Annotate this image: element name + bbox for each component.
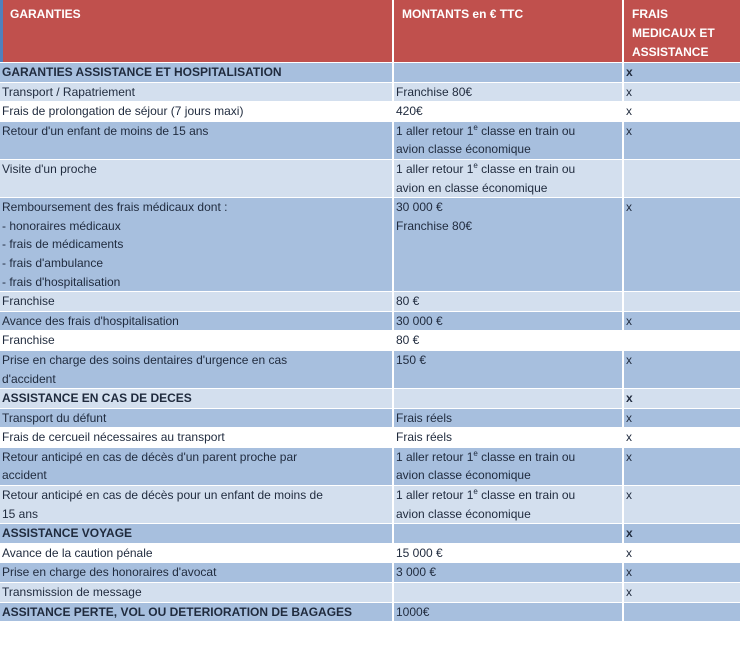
coverage-mark-cell: x: [623, 447, 741, 485]
coverage-mark-cell: x: [623, 350, 741, 388]
table-row: [0, 408, 741, 428]
guarantee-label-cell: [0, 408, 393, 428]
amount-cell: [393, 82, 623, 102]
table-row: [0, 102, 741, 122]
amount-text: classe en train ou: [477, 161, 576, 176]
amount-line: Franchise 80€: [396, 218, 473, 233]
amount-text: 1 aller retour 1: [396, 123, 474, 138]
amount-cell: [393, 486, 623, 524]
guarantee-label-line: Remboursement des frais médicaux dont :: [2, 200, 228, 215]
guarantee-label-cell: [0, 350, 393, 388]
amount-cell: [393, 121, 623, 159]
table-row: [0, 447, 741, 485]
amount-superscript: e: [473, 122, 478, 132]
guarantee-label-line: Retour d'un enfant de moins de 15 ans: [2, 123, 209, 138]
guarantee-label-line: - frais d'ambulance: [2, 255, 104, 270]
guarantee-label-cell: [0, 198, 393, 292]
table-row: [0, 121, 741, 159]
coverage-mark-cell: x: [623, 583, 741, 603]
header-montants: MONTANTS en € TTC: [393, 0, 623, 63]
guarantee-label-cell: [0, 121, 393, 159]
amount-line: avion classe économique: [396, 468, 531, 483]
guarantee-label-line: Prise en charge des soins dentaires d'urgence en cas: [2, 352, 288, 367]
table-row: [0, 563, 741, 583]
guarantee-label-cell: [0, 331, 393, 351]
table-body: [0, 63, 741, 622]
amount-text: 1 aller retour 1: [396, 449, 474, 464]
guarantee-label-line: 15 ans: [2, 506, 39, 521]
amount-line: [396, 160, 618, 179]
amount-line: Franchise 80€: [396, 84, 473, 99]
amount-text: classe en train ou: [477, 488, 576, 503]
guarantee-label-line: Franchise: [2, 294, 55, 309]
guarantee-label-line: - frais de médicaments: [2, 237, 124, 252]
amount-text: 1 aller retour 1: [396, 161, 474, 176]
amount-cell: [393, 428, 623, 448]
header-frais-line: ASSISTANCE: [632, 45, 709, 59]
amount-line: 30 000 €: [396, 200, 443, 215]
table-row: [0, 350, 741, 388]
amount-line: avion en classe économique: [396, 180, 548, 195]
coverage-mark-cell: x: [623, 543, 741, 563]
amount-line: 420€: [396, 104, 423, 119]
amount-cell: [393, 408, 623, 428]
table-row: [0, 198, 741, 292]
coverage-mark-cell: x: [623, 63, 741, 83]
section-title-cell: [0, 389, 393, 409]
guarantee-label-line: Retour anticipé en cas de décès d'un parent proche par: [2, 449, 298, 464]
amount-line: 1000€: [396, 604, 430, 619]
amount-line: [396, 448, 618, 467]
coverage-mark-cell: x: [623, 389, 741, 409]
coverage-mark-cell: x: [623, 198, 741, 292]
header-garanties: GARANTIES: [0, 0, 393, 63]
guarantee-label-cell: [0, 102, 393, 122]
coverage-mark-cell: x: [623, 102, 741, 122]
guarantee-label-line: - frais d'hospitalisation: [2, 274, 121, 289]
amount-line: 30 000 €: [396, 313, 443, 328]
guarantee-label-line: - honoraires médicaux: [2, 218, 121, 233]
amount-cell: [393, 583, 623, 603]
coverage-mark-cell: [623, 331, 741, 351]
guarantee-label-line: Franchise: [2, 333, 55, 348]
guarantee-label-line: ASSISTANCE VOYAGE: [2, 526, 133, 541]
guarantee-label-line: ASSISTANCE EN CAS DE DECES: [2, 391, 192, 406]
amount-line: avion classe économique: [396, 506, 531, 521]
guarantee-label-line: d'accident: [2, 371, 56, 386]
section-header-row: [0, 63, 741, 83]
amount-cell: [393, 389, 623, 409]
table-row: [0, 428, 741, 448]
amount-cell: [393, 311, 623, 331]
amount-text: 1 aller retour 1: [396, 488, 474, 503]
amount-line: [396, 122, 618, 141]
guarantee-label-line: Transport / Rapatriement: [2, 84, 135, 99]
table-row: [0, 311, 741, 331]
guarantee-label-line: accident: [2, 468, 47, 483]
amount-cell: [393, 524, 623, 544]
guarantee-label-cell: [0, 543, 393, 563]
guarantee-label-line: Retour anticipé en cas de décès pour un enfant de moins de: [2, 488, 323, 503]
guarantee-label-cell: [0, 583, 393, 603]
amount-superscript: e: [473, 487, 478, 497]
amount-superscript: e: [473, 448, 478, 458]
amount-cell: [393, 292, 623, 312]
amount-cell: [393, 159, 623, 197]
guarantee-label-line: Transport du défunt: [2, 410, 107, 425]
table-row: [0, 82, 741, 102]
amount-text: classe en train ou: [477, 449, 576, 464]
coverage-mark-cell: x: [623, 408, 741, 428]
guarantee-label-cell: [0, 486, 393, 524]
section-title-cell: [0, 63, 393, 83]
section-header-row: [0, 524, 741, 544]
amount-line: avion classe économique: [396, 142, 531, 157]
amount-superscript: e: [473, 160, 478, 170]
guarantee-label-line: Frais de prolongation de séjour (7 jours maxi): [2, 104, 244, 119]
coverage-mark-cell: x: [623, 311, 741, 331]
coverage-mark-cell: x: [623, 524, 741, 544]
coverage-mark-cell: x: [623, 428, 741, 448]
amount-cell: [393, 563, 623, 583]
guarantee-label-line: Transmission de message: [2, 585, 142, 600]
guarantee-label-line: GARANTIES ASSISTANCE ET HOSPITALISATION: [2, 65, 282, 79]
guarantee-label-line: ASSITANCE PERTE, VOL OU DETERIORATION DE BAGAGES: [2, 604, 353, 619]
amount-line: [396, 486, 618, 505]
amount-line: Frais réels: [396, 430, 453, 445]
header-frais-medicaux: [623, 0, 741, 63]
table-row: [0, 543, 741, 563]
table-row: [0, 583, 741, 603]
amount-cell: [393, 63, 623, 83]
guarantee-label-line: Prise en charge des honoraires d'avocat: [2, 565, 217, 580]
header-frais-line: MEDICAUX ET: [632, 26, 715, 40]
table-row: [0, 159, 741, 197]
guarantee-label-cell: [0, 292, 393, 312]
table-row: [0, 292, 741, 312]
section-title-cell: [0, 602, 393, 622]
guarantee-label-cell: [0, 447, 393, 485]
guarantee-label-cell: [0, 563, 393, 583]
coverage-mark-cell: [623, 292, 741, 312]
amount-cell: [393, 102, 623, 122]
amount-line: 150 €: [396, 352, 427, 367]
guarantee-label-line: Frais de cercueil nécessaires au transport: [2, 430, 225, 445]
guarantee-label-cell: [0, 428, 393, 448]
section-title-cell: [0, 524, 393, 544]
table-row: [0, 486, 741, 524]
coverage-mark-cell: x: [623, 82, 741, 102]
guarantee-label-cell: [0, 311, 393, 331]
header-frais-line: FRAIS: [632, 7, 668, 21]
table-row: [0, 331, 741, 351]
table-header-row: [0, 0, 741, 63]
amount-cell: [393, 447, 623, 485]
amount-line: 80 €: [396, 333, 420, 348]
coverage-mark-cell: [623, 159, 741, 197]
guarantee-label-line: Avance des frais d'hospitalisation: [2, 313, 179, 328]
section-header-row: [0, 389, 741, 409]
guarantee-label-line: Visite d'un proche: [2, 161, 97, 176]
guarantee-label-cell: [0, 82, 393, 102]
amount-cell: [393, 543, 623, 563]
amount-cell: [393, 350, 623, 388]
section-header-row: [0, 602, 741, 622]
coverage-mark-cell: x: [623, 121, 741, 159]
guarantee-label-line: Avance de la caution pénale: [2, 545, 153, 560]
amount-cell: [393, 198, 623, 292]
amount-line: 15 000 €: [396, 545, 443, 560]
coverage-mark-cell: x: [623, 563, 741, 583]
amount-text: classe en train ou: [477, 123, 576, 138]
amount-cell: [393, 602, 623, 622]
amount-line: 3 000 €: [396, 565, 437, 580]
amount-cell: [393, 331, 623, 351]
coverage-mark-cell: x: [623, 486, 741, 524]
coverage-mark-cell: [623, 602, 741, 622]
amount-line: Frais réels: [396, 410, 453, 425]
amount-line: 80 €: [396, 294, 420, 309]
guarantee-label-cell: [0, 159, 393, 197]
